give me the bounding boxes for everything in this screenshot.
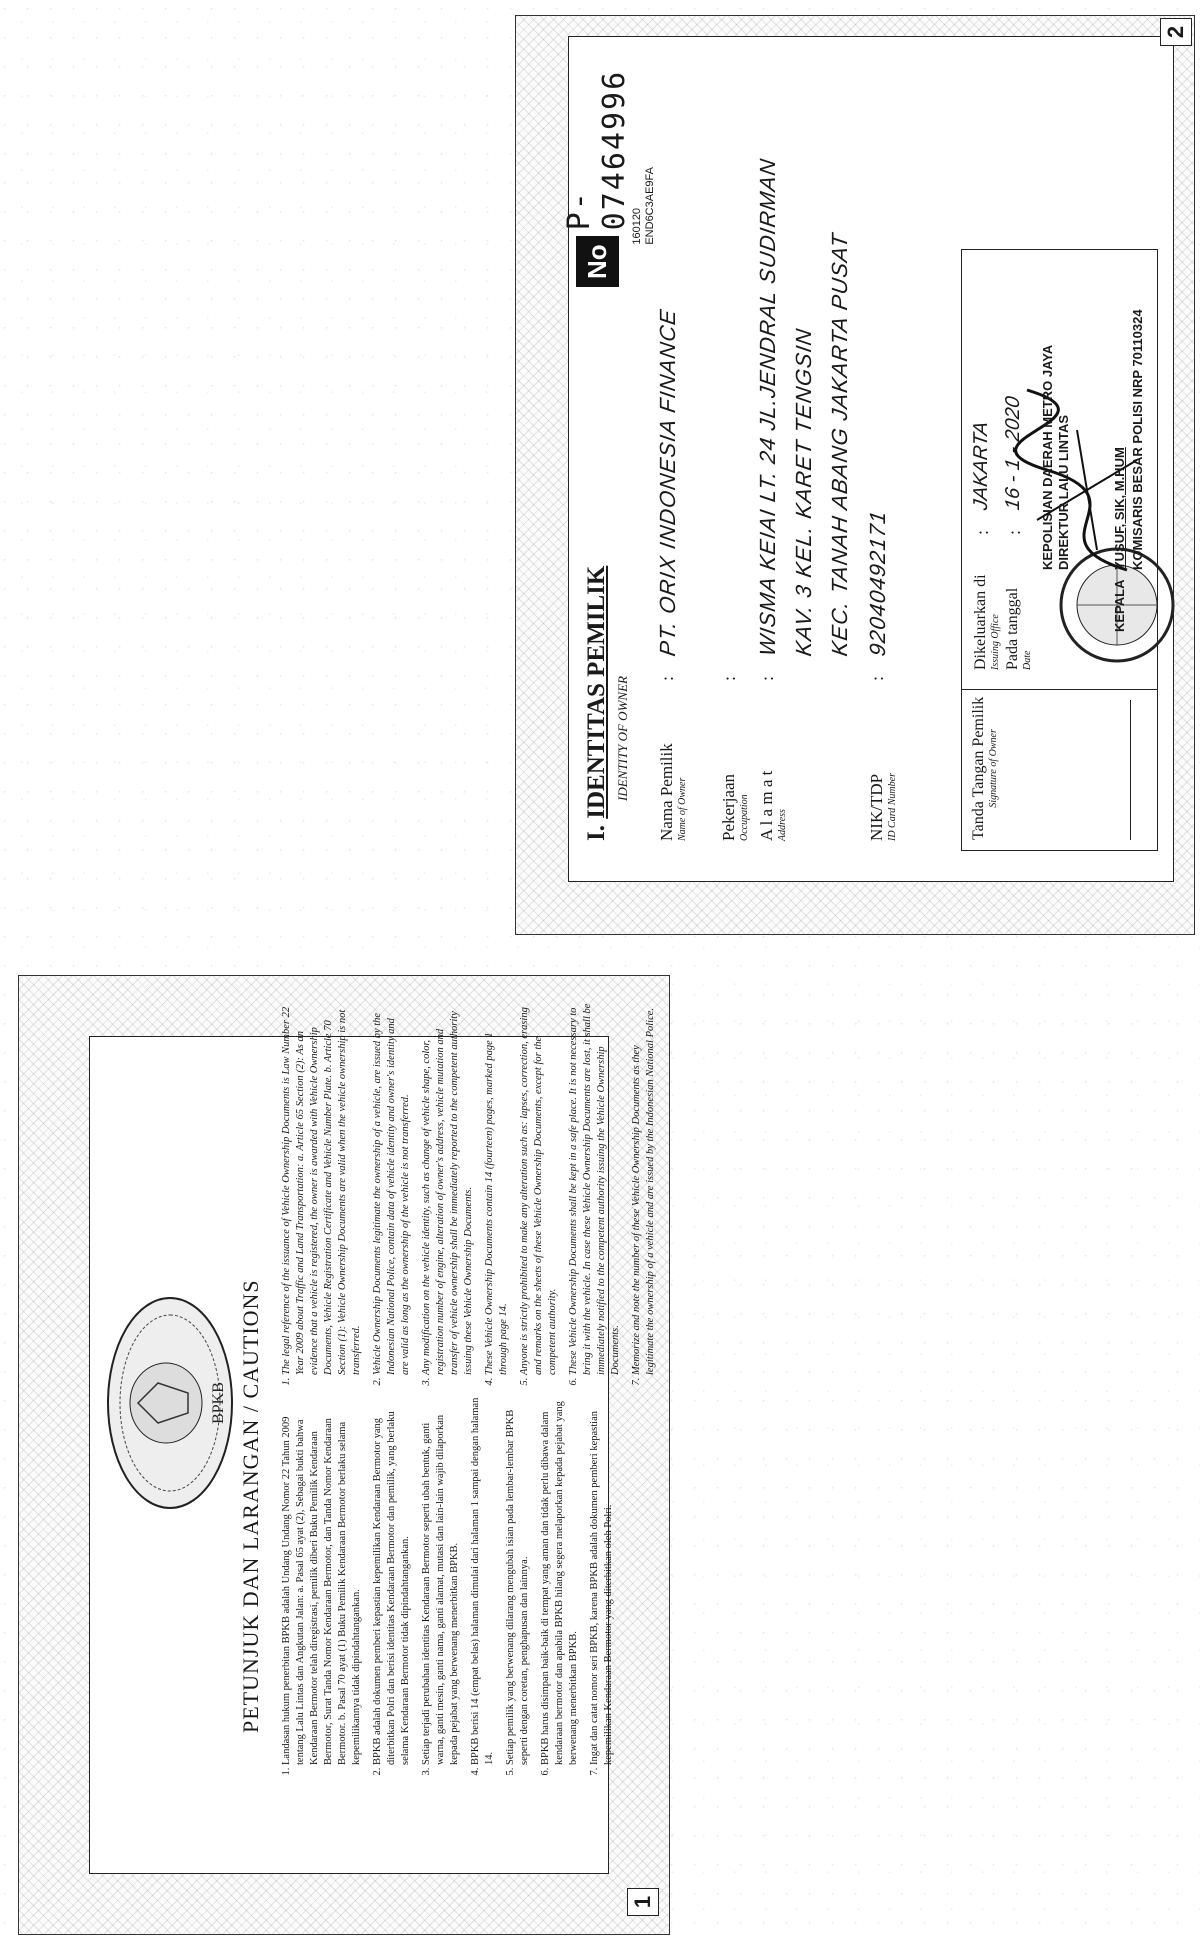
section-number: I. [583, 825, 610, 841]
address-line-1: WISMA KEIAI LT. 24 JL.JENDRAL SUDIRMAN [755, 156, 780, 658]
caution-en-item: 3. Any modification on the vehicle identity, such as change of vehicle shape, color, registration number of engine, alteration of owner's address, vehicle mutation and transfer of vehicle ownership shall be immediately reported to the competent authority issuing these Vehicle Ownership Documents. [420, 1003, 476, 1375]
caution-en-item: 6. These Vehicle Ownership Documents shall be kept in a safe place. It is not necessary to bring it with the vehicle. In case these Vehicle Ownership Documents are lost, it shall be immediately notified to the competent authority issuing the Vehicle Ownership Documents. [567, 1003, 623, 1375]
caution-en-item: 5. Anyone is strictly prohibited to make any alteration such as: lapses, correction, erasing and remarks on the sheets of these Vehicle Ownership Documents, except for the competent authority. [518, 1003, 560, 1375]
owner-signature-label-en: Signature of Owner [988, 729, 999, 808]
owner-name-value: PT. ORIX INDONESIA FINANCE [655, 307, 680, 658]
owner-name-label-en: Name of Owner [677, 777, 688, 841]
owner-signature-line [1130, 700, 1131, 840]
owner-signature-cell [962, 689, 1157, 850]
caution-id-item: 4. BPKB berisi 14 (empat belas) halaman dimulai dari halaman 1 sampai dengan halaman 14. [469, 1393, 497, 1765]
caution-id-item: 1. Landasan hukum penerbitan BPKB adalah Undang Undang Nomor 22 Tahun 2009 tentang Lalu Lintas dan Angkutan Jalan: a. Pasal 65 ayat (2), Sebagai bukti bahwa Kendaraan Bermotor telah diregistrasi, pemilik diberi Buku Pemilik Kendaraan Bermotor, Surat Tanda Nomor Kendaraan Bermotor, dan Tanda Nomor Kendaraan Bermotor. b. Pasal 70 ayat (1) Buku Pemilik Kendaraan Bermotor berlaku selama kepemilikannya tidak dipindahtangankan. [280, 1393, 364, 1765]
section-subtitle: IDENTITY OF OWNER [615, 676, 630, 801]
issued-at-label [972, 574, 1001, 670]
security-codes [631, 167, 657, 245]
caution-id-item: 6. BPKB harus disimpan baik-baik di tempat yang aman dan tidak perlu dibawa dalam kendaraan bermotor dan apabila BPKB hilang segera melaporkan kepada pejabat yang berwenang menerbitkan BPKB. [539, 1393, 581, 1765]
issued-at-value: JAKARTA [970, 420, 992, 512]
page-number: 2 [1160, 18, 1192, 46]
caution-id-item: 2. BPKB adalah dokumen pemberi kepastian kepemilikan Kendaraan Bermotor yang diterbitkan Polri dan berisi identitas Kendaraan Bermotor dan pemilik, yang berlaku selama Kendaraan Bermotor tidak dipindahtangankan. [371, 1393, 413, 1765]
document-number: P- 07464996 [562, 69, 632, 231]
owner-identity-page [515, 15, 1195, 935]
caution-en-item: 2. Vehicle Ownership Documents legitimate the ownership of a vehicle, are issued by the Indonesian National Police, contain data of vehicle identity and owner's identity and are valid as long as the ownership of the vehicle is not transferred. [371, 1003, 413, 1375]
officer-line-2: DIREKTUR LALU LINTAS [1056, 414, 1071, 570]
signature-box [961, 249, 1158, 851]
owner-name-label-text: Nama Pemilik [657, 743, 676, 841]
emblem-label: BPKB [210, 1382, 227, 1424]
cautions-id-column [280, 1393, 623, 1783]
cautions-page [18, 975, 670, 1935]
address-label [757, 771, 788, 841]
bpkb-emblem [98, 1288, 238, 1518]
colon: : [719, 675, 739, 681]
colon: : [972, 529, 992, 535]
cautions-title: PETUNJUK DAN LARANGAN / CAUTIONS [238, 1279, 263, 1733]
owner-identity-frame [562, 36, 1174, 882]
officer-rank: KOMISARIS BESAR POLISI NRP 70110324 [1130, 309, 1145, 570]
issued-at-label-en: Issuing Office [990, 614, 1001, 670]
caution-id-item: 7. Ingat dan catat nomor seri BPKB, karena BPKB adalah dokumen pemberi kepastian kepemilikan Kendaraan Bermotor yang diterbitkan oleh Polri. [588, 1393, 616, 1765]
occupation-label-en: Occupation [739, 794, 750, 841]
occupation-label-text: Pekerjaan [719, 773, 738, 841]
colon: : [757, 675, 777, 681]
cautions-en-column [280, 1003, 665, 1393]
owner-signature-label [970, 697, 999, 840]
officer-name: YUSUF, SIK, M.HUM [1112, 447, 1127, 570]
nik-value: 92040492171 [865, 508, 890, 658]
occupation-label [719, 774, 750, 841]
owner-name-label [657, 743, 688, 841]
issue-date-label [1004, 588, 1033, 670]
security-code-1: 160120 [631, 207, 643, 245]
address-label-text: A l a m a t [757, 770, 776, 841]
address-line-2: KAV. 3 KEL. KARET TENGSIN [791, 326, 816, 658]
owner-signature-label-text: Tanda Tangan Pemilik [970, 696, 987, 840]
colon: : [657, 675, 677, 681]
caution-en-item: 7. Memorize and note the number of these Vehicle Ownership Documents as they legitimate the ownership of a vehicle and are issued by the Indonesian National Police. [630, 1003, 658, 1375]
caution-en-item: 1. The legal reference of the issuance of Vehicle Ownership Documents is Law Number 22 Year 2009 about Traffic and Land Transportation: a. Article 65 Section (2): As an evidence that a vehicle is registered, the owner is awarded with Vehicle Ownership Documents, Vehicle Registration Certificate and Vehicle Number Plate. b. Article 70 Section (1): Vehicle Ownership Documents are valid when the vehicle ownership is not transferred. [280, 1003, 364, 1375]
address-label-en: Address [777, 809, 788, 841]
nik-label-text: NIK/TDP [867, 773, 886, 841]
issue-date-value: 16 - 1 - 2020 [1002, 394, 1024, 512]
document-number-box [562, 37, 632, 287]
issue-date-label-text: Pada tanggal [1004, 587, 1021, 670]
cautions-frame [89, 1003, 656, 1874]
colon: : [1004, 529, 1024, 535]
stamp-word: KEPALA [1112, 579, 1127, 632]
caution-id-item: 3. Setiap terjadi perubahan identitas Kendaraan Bermotor seperti ubah bentuk, ganti warna, ganti mesin, ganti nama, ganti alamat, mutasi dan lain-lain wajib dilaporkan kepada pejabat yang berwenang menerbitkan BPKB. [420, 1393, 462, 1765]
nik-label [867, 773, 898, 841]
caution-id-item: 5. Setiap pemilik yang berwenang dilarang mengubah isian pada lembar-lembar BPKB seperti dengan coretan, penghapusan dan lainnya. [504, 1393, 532, 1765]
section-title [583, 566, 611, 841]
colon: : [867, 675, 887, 681]
officer-line-1: KEPOLISIAN DAERAH METRO JAYA [1040, 344, 1055, 570]
caution-en-item: 4. These Vehicle Ownership Documents contain 14 (fourteen) pages, marked page 1 through page 14. [483, 1003, 511, 1375]
security-code-2: END6C3AE9FA [644, 167, 656, 245]
cautions-sheet [18, 975, 670, 1935]
page-number: 1 [627, 1888, 659, 1916]
section-title-text: IDENTITAS PEMILIK [583, 565, 610, 819]
owner-identity-sheet [515, 15, 1195, 935]
issue-date-label-en: Date [1022, 650, 1033, 670]
no-badge: No [576, 236, 619, 287]
issued-at-label-text: Dikeluarkan di [972, 574, 989, 670]
nik-label-en: ID Card Number [887, 773, 898, 841]
address-line-3: KEC. TANAH ABANG JAKARTA PUSAT [827, 231, 852, 658]
